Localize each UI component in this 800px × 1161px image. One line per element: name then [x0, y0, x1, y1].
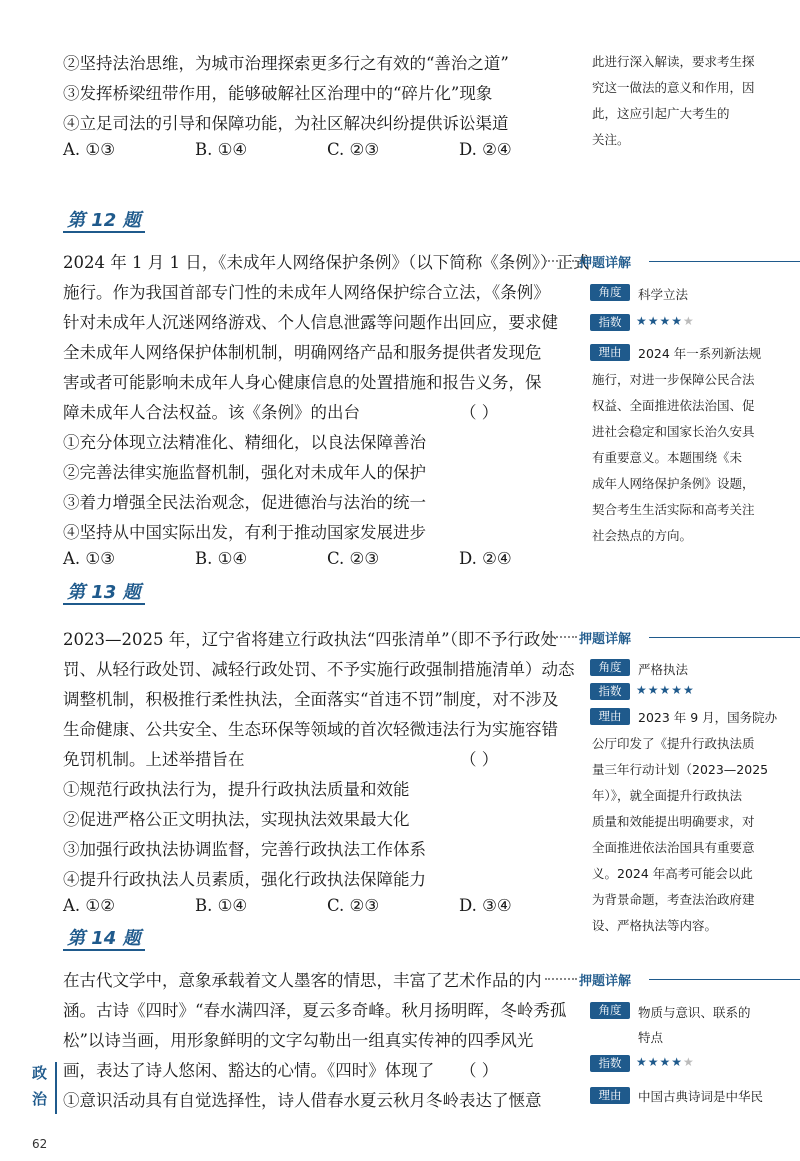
- option-a: A. ①③: [63, 140, 115, 159]
- difficulty-tag: 指数: [590, 683, 630, 700]
- reason-text: 契合考生生活实际和高考关注: [592, 502, 755, 517]
- question-stem-line: 画，表达了诗人悠闲、豁达的心情。《四时》体现了: [63, 1061, 435, 1080]
- reason-text: 量三年行动计划（2023—2025: [592, 762, 769, 777]
- detail-header-label: 押题详解: [579, 974, 632, 989]
- choice-line: ①意识活动具有自觉选择性，诗人借春水夏云秋月冬岭表达了惬意: [63, 1091, 542, 1110]
- choice-line: ②完善法律实施监督机制，强化对未成年人的保护: [63, 463, 426, 482]
- option-d: D. ②④: [459, 140, 512, 159]
- option-a: A. ①③: [63, 549, 115, 568]
- difficulty-stars: [636, 314, 695, 328]
- dotted-leader: [545, 978, 577, 980]
- header-rule: [649, 637, 800, 638]
- detail-header-label: 押题详解: [579, 632, 632, 647]
- detail-header: [545, 628, 770, 646]
- question-stem-line: 生命健康、公共安全、生态环保等领域的首次轻微违法行为实施容错: [63, 720, 558, 739]
- title-underline: [63, 949, 145, 951]
- question-title: 第 13 题: [67, 582, 141, 603]
- question-stem-line: 全未成年人网络保护体制机制，明确网络产品和服务提供者发现危: [63, 343, 542, 362]
- header-rule: [649, 979, 800, 980]
- question-stem-line: 涵。古诗《四时》“春水满四泽，夏云多奇峰。秋月扬明晖，冬岭秀孤: [63, 1001, 567, 1020]
- reason-text: 中国古典诗词是中华民: [638, 1089, 764, 1104]
- question-stem-line: 罚、从轻行政处罚、减轻行政处罚、不予实施行政强制措施清单）动态: [63, 660, 575, 679]
- answer-paren: （ ）: [460, 403, 499, 422]
- reason-text: 质量和效能提出明确要求，对: [592, 814, 755, 829]
- option-b: B. ①④: [195, 140, 248, 159]
- angle-tag: 角度: [590, 1002, 630, 1019]
- angle-tag: 角度: [590, 659, 630, 676]
- choice-line: ③加强行政执法协调监督，完善行政执法工作体系: [63, 840, 426, 859]
- question-12-heading: [63, 204, 145, 234]
- star-full-icon: ★★★★: [636, 314, 684, 328]
- side-text: 关注。: [592, 132, 630, 147]
- reason-text: 全面推进依法治国具有重要意: [592, 840, 755, 855]
- option-c: C. ②③: [327, 896, 380, 915]
- star-full-icon: ★★★★★: [636, 683, 695, 697]
- reason-text: 义。2024 年高考可能会以此: [592, 866, 753, 881]
- question-stem-line: 2023—2025 年，辽宁省将建立行政执法“四张清单”（即不予行政处: [63, 630, 557, 649]
- question-stem-line: 针对未成年人沉迷网络游戏、个人信息泄露等问题作出回应，要求健: [63, 313, 558, 332]
- star-empty-icon: ★: [683, 314, 695, 328]
- side-text: 此，这应引起广大考生的: [592, 106, 730, 121]
- question-stem-line: 免罚机制。上述举措旨在: [63, 750, 245, 769]
- choice-line: ④提升行政执法人员素质，强化行政执法保障能力: [63, 870, 426, 889]
- reason-text: 进社会稳定和国家长治久安具: [592, 424, 755, 439]
- answer-paren: （ ）: [460, 1061, 499, 1080]
- page-number: 62: [32, 1137, 48, 1151]
- star-empty-icon: ★: [683, 1055, 695, 1069]
- option-c: C. ②③: [327, 140, 380, 159]
- difficulty-tag: 指数: [590, 1055, 630, 1072]
- side-text: 此进行深入解读，要求考生探: [592, 54, 755, 69]
- star-full-icon: ★★★★: [636, 1055, 684, 1069]
- detail-header: [545, 970, 770, 988]
- reason-text: 有重要意义。本题围绕《未: [592, 450, 743, 465]
- side-text: 究这一做法的意义和作用，因: [592, 80, 755, 95]
- reason-text: 成年人网络保护条例》设题，: [592, 476, 755, 491]
- reason-text: 设、严格执法等内容。: [592, 918, 718, 933]
- dotted-leader: [545, 636, 577, 638]
- subject-label: 政: [32, 1064, 48, 1082]
- subject-label: 治: [32, 1090, 48, 1108]
- reason-text: 权益、全面推进依法治国、促: [592, 398, 755, 413]
- option-b: B. ①④: [195, 549, 248, 568]
- angle-text: 科学立法: [638, 287, 689, 302]
- answer-paren: （ ）: [460, 750, 499, 769]
- reason-text: 公厅印发了《提升行政执法质: [592, 736, 755, 751]
- difficulty-stars: [636, 1055, 695, 1069]
- reason-text: 施行，对进一步保障公民合法: [592, 372, 755, 387]
- choice-line: ①充分体现立法精准化、精细化，以良法保障善治: [63, 433, 426, 452]
- choice-line: ③着力增强全民法治观念，促进德治与法治的统一: [63, 493, 426, 512]
- header-rule: [649, 261, 800, 262]
- angle-text: 严格执法: [638, 662, 689, 677]
- question-stem-line: 调整机制，积极推行柔性执法，全面落实“首违不罚”制度，对不涉及: [63, 690, 559, 709]
- option-d: D. ②④: [459, 549, 512, 568]
- difficulty-stars: [636, 683, 695, 697]
- question-option-line: ④立足司法的引导和保障功能，为社区解决纠纷提供诉讼渠道: [63, 114, 509, 133]
- question-stem-line: 害或者可能影响未成年人身心健康信息的处置措施和报告义务，保: [63, 373, 542, 392]
- title-underline: [63, 603, 145, 605]
- option-a: A. ①②: [63, 896, 115, 915]
- difficulty-tag: 指数: [590, 314, 630, 331]
- angle-tag: 角度: [590, 284, 630, 301]
- reason-text: 2023 年 9 月，国务院办: [638, 710, 778, 725]
- question-stem-line: 障未成年人合法权益。该《条例》的出台: [63, 403, 360, 422]
- detail-header: [545, 252, 770, 270]
- option-d: D. ③④: [459, 896, 512, 915]
- detail-header-label: 押题详解: [579, 256, 632, 271]
- question-stem-line: 2024 年 1 月 1 日，《未成年人网络保护条例》（以下简称《条例》）正式: [63, 253, 590, 272]
- reason-text: 年）》，就全面提升行政执法: [592, 788, 743, 803]
- reason-text: 为背景命题，考查法治政府建: [592, 892, 755, 907]
- question-stem-line: 在古代文学中，意象承载着文人墨客的情思，丰富了艺术作品的内: [63, 971, 542, 990]
- reason-tag: 理由: [590, 1087, 630, 1104]
- question-stem-line: 松”以诗当画，用形象鲜明的文字勾勒出一组真实传神的四季风光: [63, 1031, 534, 1050]
- question-title: 第 14 题: [67, 928, 141, 949]
- angle-text: 物质与意识、联系的: [638, 1005, 751, 1020]
- margin-bar: [55, 1062, 57, 1114]
- question-14-heading: [63, 922, 145, 952]
- reason-tag: 理由: [590, 708, 630, 725]
- question-option-line: ③发挥桥梁纽带作用，能够破解社区治理中的“碎片化”现象: [63, 84, 493, 103]
- question-13-heading: [63, 576, 145, 606]
- title-underline: [63, 231, 145, 233]
- choice-line: ②促进严格公正文明执法，实现执法效果最大化: [63, 810, 410, 829]
- dotted-leader: [545, 260, 577, 262]
- angle-text: 特点: [638, 1030, 664, 1045]
- option-b: B. ①④: [195, 896, 248, 915]
- reason-text: 2024 年一系列新法规: [638, 346, 762, 361]
- question-stem-line: 施行。作为我国首部专门性的未成年人网络保护综合立法，《条例》: [63, 283, 550, 302]
- choice-line: ①规范行政执法行为，提升行政执法质量和效能: [63, 780, 410, 799]
- question-title: 第 12 题: [67, 210, 141, 231]
- reason-tag: 理由: [590, 344, 630, 361]
- reason-text: 社会热点的方向。: [592, 528, 693, 543]
- option-c: C. ②③: [327, 549, 380, 568]
- choice-line: ④坚持从中国实际出发，有利于推动国家发展进步: [63, 523, 426, 542]
- question-option-line: ②坚持法治思维，为城市治理探索更多行之有效的“善治之道”: [63, 54, 509, 73]
